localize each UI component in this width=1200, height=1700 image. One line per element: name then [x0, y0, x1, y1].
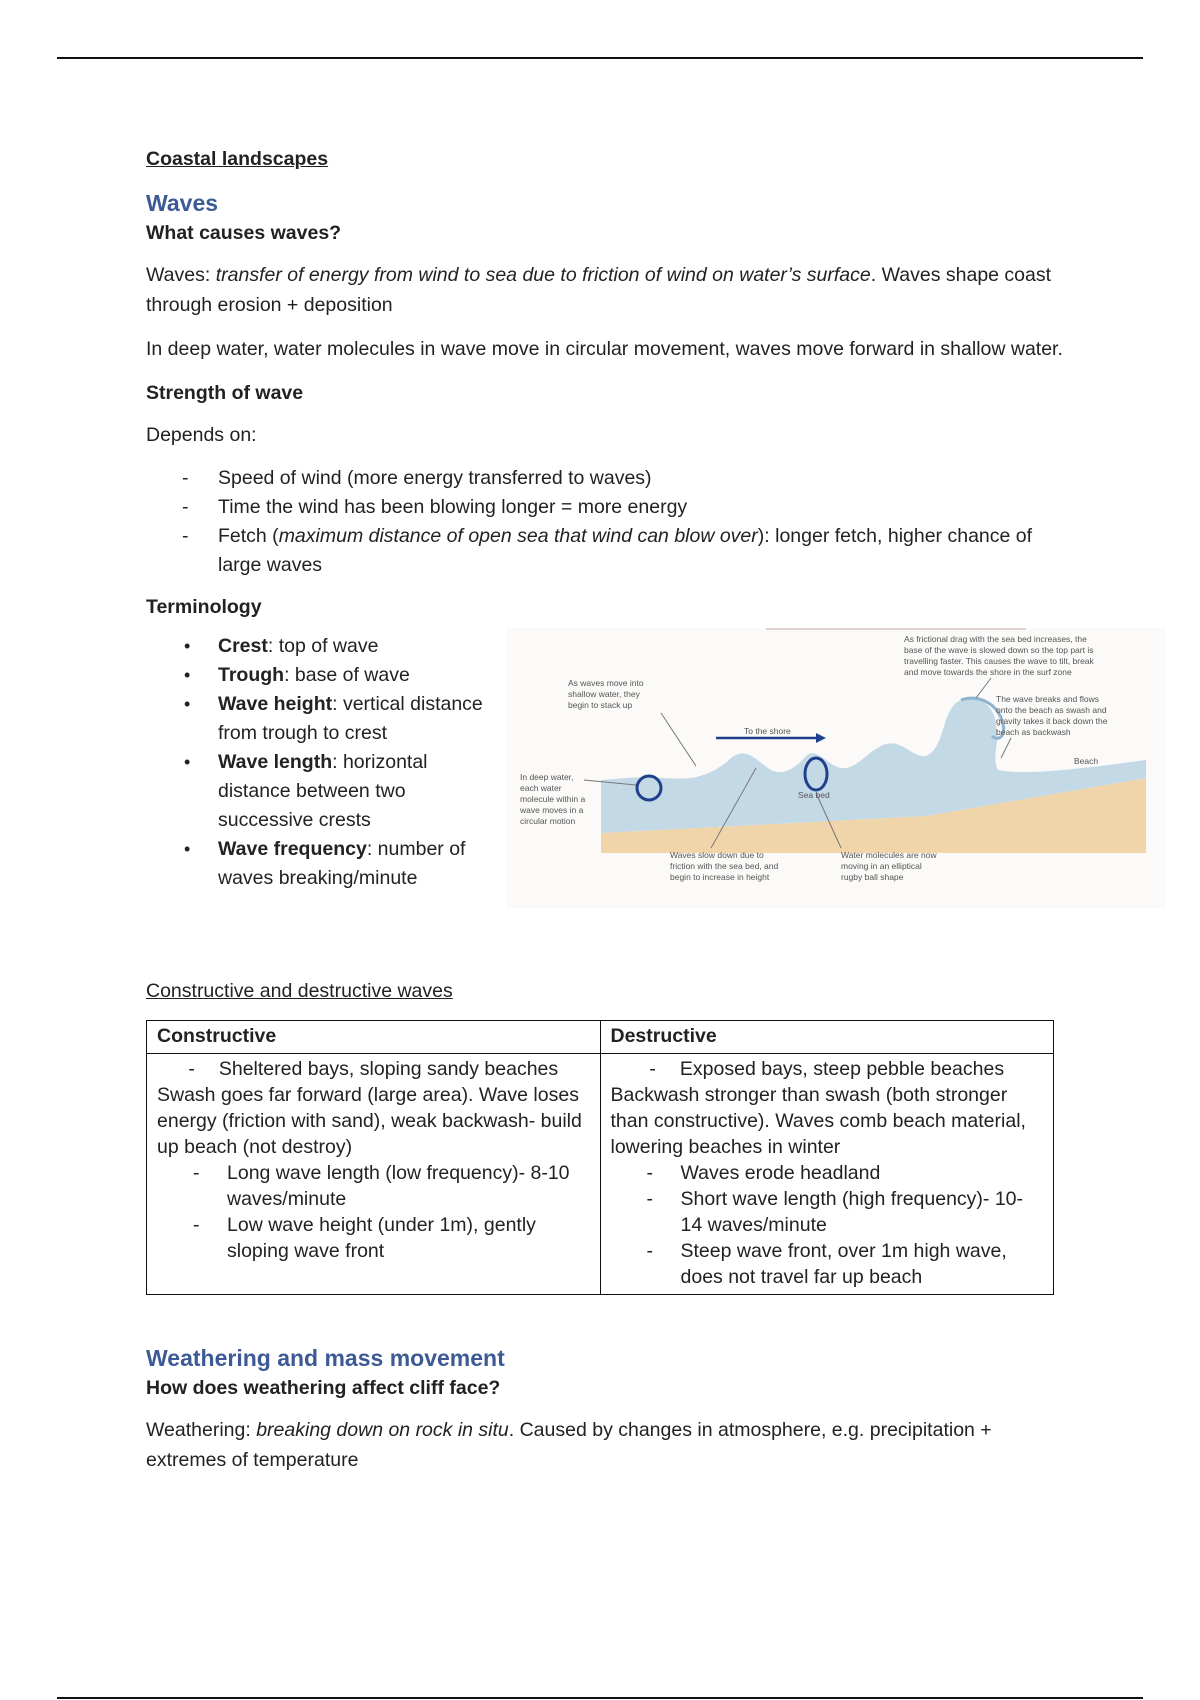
list-item: • Wave height: vertical distance from trough to crest — [184, 693, 483, 744]
heading-terminology: Terminology — [146, 596, 262, 618]
heading-weathering: Weathering and mass movement — [146, 1345, 505, 1371]
table-cell-destructive: - Exposed bays, steep pebble beaches Backwash stronger than swash (both stronger than constructive). Waves comb beach material, lowering beaches in winter - Waves erode headland - Short wave length (high frequency)- 10-14 waves/minute - Steep wave front, over 1m high wave, does not travel far up beach — [600, 1054, 1054, 1295]
table-title: Constructive and destructive waves — [146, 980, 453, 1002]
heading-strength-of-wave: Strength of wave — [146, 382, 304, 404]
terminology-list — [146, 632, 486, 893]
list-item: - Speed of wind (more energy transferred to waves) — [182, 467, 652, 489]
depends-on-label: Depends on: — [146, 424, 257, 446]
label-beach: Beach — [1074, 756, 1099, 766]
label-frictional-drag: As frictional drag with the sea bed increases, the base of the wave is slowed down so the top part is travelling faster. This causes the wave to tilt, break and move towards the shore in the surf zone — [904, 634, 1094, 677]
label-to-shore: To the shore — [744, 726, 791, 736]
table-cell-constructive: - Sheltered bays, sloping sandy beaches Swash goes far forward (large area). Wave loses energy (friction with sand), weak backwash- build up beach (not destroy) - Long wave length (low frequency)- 8-10 waves/minute - Low wave height (under 1m), gently sloping wave front — [147, 1054, 601, 1295]
table-row — [147, 1054, 1054, 1295]
column-header-constructive: Constructive — [147, 1021, 601, 1054]
wave-diagram — [506, 628, 1166, 908]
label-sea-bed: Sea bed — [798, 790, 830, 800]
document-body — [146, 140, 1108, 1489]
weathering-section — [146, 1343, 1076, 1475]
document-title: Coastal landscapes — [146, 148, 329, 170]
arrow-head-icon — [816, 733, 826, 743]
waves-definition: Waves: transfer of energy from wind to sea due to friction of wind on water’s surface. Waves shape coast through erosion + deposition — [146, 264, 1052, 316]
weathering-definition: Weathering: breaking down on rock in situ. Caused by changes in atmosphere, e.g. precipitation + extremes of temperature — [146, 1419, 992, 1471]
label-elliptical: Water molecules are now moving in an elliptical rugby ball shape — [841, 850, 937, 882]
question-what-causes-waves: What causes waves? — [146, 222, 342, 244]
label-deep-water: In deep water, each water molecule within a wave moves in a circular motion — [520, 772, 586, 826]
deep-water-paragraph: In deep water, water molecules in wave move in circular movement, waves move forward in shallow water. — [146, 338, 1063, 360]
label-stack-up: As waves move into shallow water, they begin to stack up — [568, 678, 644, 710]
footer-rule — [57, 1697, 1143, 1699]
list-item: • Trough: base of wave — [184, 664, 410, 686]
question-weathering-cliff: How does weathering affect cliff face? — [146, 1377, 501, 1399]
column-header-destructive: Destructive — [600, 1021, 1054, 1054]
heading-waves: Waves — [146, 190, 219, 216]
list-item: - Fetch (maximum distance of open sea that wind can blow over): longer fetch, higher chance of large waves — [182, 525, 1033, 576]
header-rule — [57, 57, 1143, 59]
strength-list — [146, 464, 1076, 580]
list-item: • Wave frequency: number of waves breaking/minute — [184, 838, 466, 889]
waves-comparison-table — [146, 1020, 1054, 1295]
list-item: - Time the wind has been blowing longer = more energy — [182, 496, 688, 518]
table-row — [147, 1021, 1054, 1054]
list-item: • Wave length: horizontal distance between two successive crests — [184, 751, 428, 831]
label-wave-breaks: The wave breaks and flows onto the beach as swash and gravity takes it back down the beach as backwash — [996, 694, 1108, 737]
label-slow-down: Waves slow down due to friction with the sea bed, and begin to increase in height — [670, 850, 779, 882]
list-item: • Crest: top of wave — [184, 635, 379, 657]
terminology-section — [146, 632, 1108, 932]
